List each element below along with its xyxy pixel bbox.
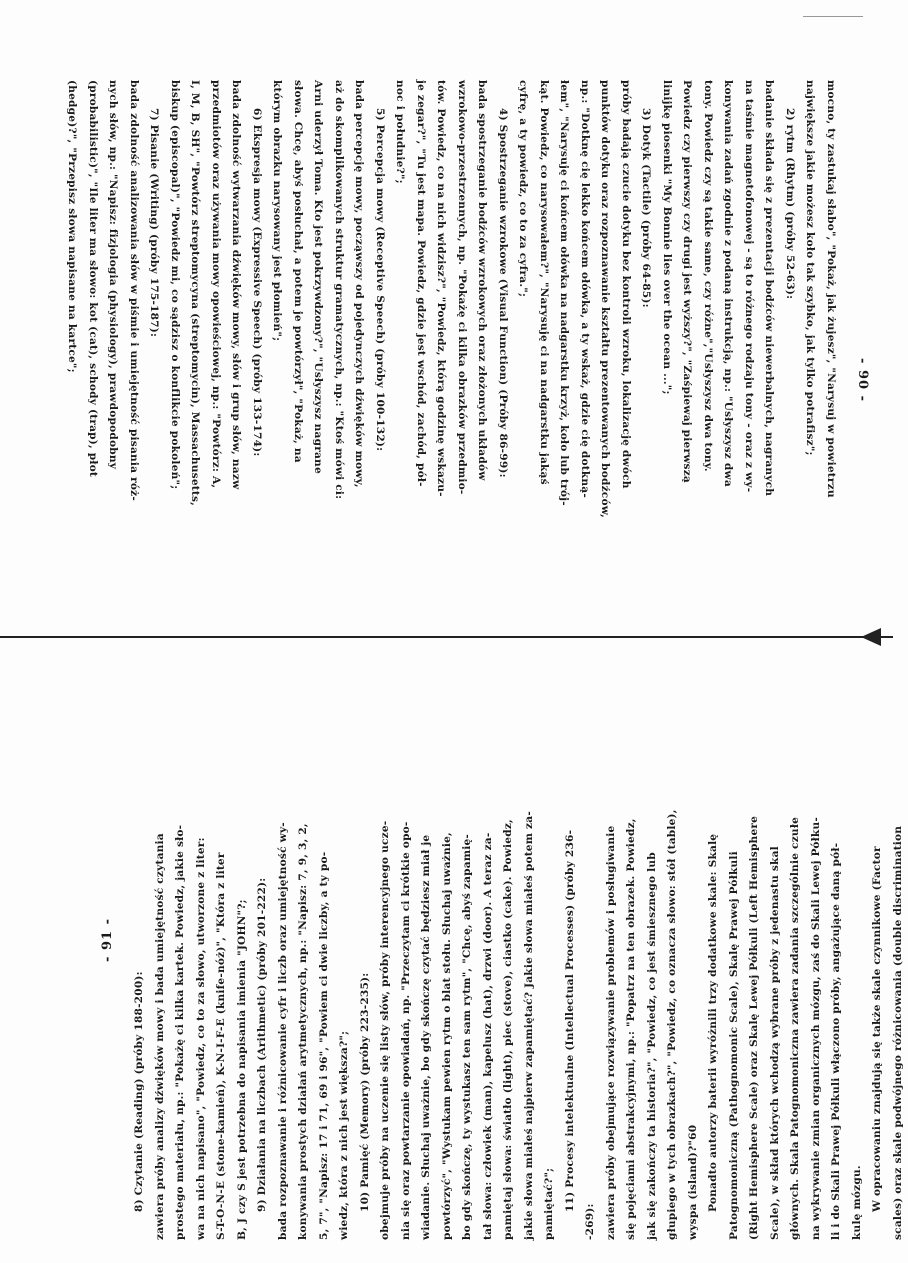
text-line: 7) Pisanie (Writing) (próby 175-187): [148, 108, 161, 338]
text-line: bada zdolność analizowania słów w piśmie i umiejętność pisania róż- [128, 80, 140, 501]
text-line: tony. Powiedz czy są takie same, czy różne","Usłyszysz dwa tony. [702, 80, 714, 472]
page-90-rotated-content [66, 80, 870, 680]
text-line: -269): [584, 1203, 596, 1240]
text-line: 6) Ekspresja mowy (Expressive Speech) (próby 133-174): [251, 108, 263, 457]
text-line: noc i południe?"; [394, 80, 407, 184]
text-line: zawiera próby obejmujące rozwiązywanie problemów i posługiwanie [604, 825, 617, 1240]
text-line: się pojęciami abstrakcyjnymi, np.: "Popatrz na ten obrazek. Powiedz, [625, 818, 637, 1240]
text-line: bada rozpoznawanie i różnicowanie cyfr i liczb oraz umiejętność wy- [276, 822, 289, 1240]
text-line: Ponadto autorzy baterii wyróżnili trzy dodatkowe skale: Skalę [707, 833, 719, 1212]
text-line: pamiętać?"; [543, 1167, 555, 1240]
text-line: wyspa (island)?"60 [686, 1124, 699, 1240]
text-line: jakie słowa miałeś najpierw zapamiętać? Jakie słowa miałeś potem za- [522, 811, 535, 1240]
text-line: 3) Dotyk (Tactile) (próby 64-85): [640, 108, 653, 308]
text-line: głównych. Skala Patognomoniczna zawiera zadania szczególnie czułe [789, 816, 801, 1240]
text-line: 4) Spostrzeganie wzrokowe (Visual Function) (Próby 86-99): [497, 108, 509, 478]
text-line: nia się oraz powtarzanie opowiadań, np. "Przeczytam ci krótkie opo- [399, 821, 412, 1240]
text-line: S-T-O-N-E (stone-kamień), K-N-I-F-E (knife-nóż)", "Która z liter [215, 852, 227, 1240]
text-line: zawiera próby analizy dźwięków mowy i bada umiejętność czytania [153, 833, 166, 1240]
text-line: bo gdy skończę, ty wystukasz ten sam rytm", "Chcę, abyś zapamię- [461, 833, 473, 1240]
text-line: konywania zadań zgodnie z podaną instrukcją, np.: "Usłyszysz dwa [722, 80, 735, 487]
text-line: wzrokowo-przestrzennych, np. "Pokażę ci kilka obrazków przedmio- [456, 80, 468, 495]
page-90 [0, 0, 893, 630]
text-line: kulę mózgu. [850, 1165, 863, 1240]
text-line: tów. Powiedz, co na nich widzisz?", "Powiedz, którą godzinę wskazu- [435, 80, 448, 497]
text-line: bada percepcję mowy, począwszy od pojedynczych dźwięków mowy, [353, 80, 366, 488]
text-line: pamiętaj słowa: światło (light), piec (stove), ciastko (cake). Powiedz, [502, 819, 514, 1240]
text-line: kąt. Powiedz, co narysowałem?", "Narysuję ci na nadgarstku jakąś [538, 80, 550, 485]
text-line: wiadanie. Słuchaj uważnie, bo gdy skończę czytać będziesz miał je [420, 834, 432, 1240]
text-line: którym obrazku narysowany jest płomień"; [271, 80, 284, 342]
text-line: jak się zakończy ta historia?", "Powiedz, co jest śmiesznego lub [645, 852, 658, 1240]
text-line: li i do Skali Prawej Półkuli włączono próby, angażujące daną pół- [830, 842, 842, 1240]
text-line: Patognomoniczną (Pathognomonic Scale), Skalę Prawej Półkuli [727, 851, 740, 1240]
page-90-text [62, 80, 841, 680]
text-line: (hedge)?", "Przepisz słowa napisane na kartce"; [66, 80, 79, 373]
text-line: 11) Procesy intelektualne (Intellectual Processes) (próby 236- [563, 829, 576, 1212]
text-line: badanie składa się z prezentacji bodźców niewerbalnych, nagranych [763, 80, 776, 497]
text-line: przedmiotów oraz używania mowy opowieściowej, np.: "Powtórz: A, [210, 80, 222, 489]
text-line: 2) rytm (Rhytm) (próby 52-63): [784, 108, 796, 300]
text-line: 9) Działania na liczbach (Arithmetic) (próby 201-222): [256, 877, 268, 1212]
text-line: na wykrywanie zmian organicznych mózgu, zaś do Skali Lewej Półku- [809, 817, 822, 1240]
page-number: - 90 - [855, 358, 870, 402]
text-line: W opracowaniu znajdują się także skale czynnikowe (Factor [871, 846, 883, 1212]
text-line: cyfrę, a ty powiedz, co to za cyfra."; [517, 80, 530, 298]
text-line: mocno, ty zastukaj słabo", "Pokaż, jak żujesz", "Narysuj w powietrzu [825, 80, 837, 498]
text-line: 5, 7", "Napisz: 17 i 71, 69 i 96", "Powiem ci dwie liczby, a ty po- [317, 851, 330, 1240]
text-line: 10) Pamięć (Memory) (próby 223-235): [358, 972, 371, 1212]
text-line: np.: "Dotknę cię lekko końcem ołówka, a ty wskaż, gdzie cię dotkną- [579, 80, 591, 498]
text-line: bada zdolność wytwarzania dźwięków mowy, słów i grup słów, nazw [230, 80, 243, 490]
text-line: słowa. Chcę, abyś posłuchał, a potem je powtórzył", "Pokaż, na [292, 80, 304, 463]
text-line: punktów dotyku oraz rozpoznawanie kształtu prezentowanych bodźców, [599, 80, 612, 519]
text-line: 8) Czytanie (Reading) (próby 188-200): [133, 971, 145, 1212]
text-line: (probabilistic)", "Ile liter ma słowo: kot (cat), schody (trap), płot [87, 80, 99, 478]
page-91-rotated-content [100, 640, 904, 1240]
text-line: je zegar?", "Tu jest mapa. Powiedz, gdzie jest wschód, zachód, pół- [415, 80, 427, 487]
text-line: Powiedz czy pierwszy czy drugi jest wyższy?", "Zaśpiewaj pierwszą [681, 80, 694, 483]
text-line: 5) Percepcja mowy (Receptive Speech) (próby 100-132): [374, 108, 386, 452]
page-number: - 91 - [100, 918, 115, 962]
text-line: wa na nich napisano", "Powiedz, co to za słowo, utworzone z liter: [194, 837, 207, 1240]
text-line: I, M, B, SH", "Powtórz streptomycyna (streptomycin), Massachusetts, [189, 80, 202, 506]
text-line: prostego materiału, np.: "Pokażę ci kilka kartek. Powiedz, jakie sło- [174, 824, 186, 1240]
text-line: (Right Hemisphere Scale) oraz Skalę Lewej Półkuli (Left Hemisphere [748, 815, 760, 1240]
text-line: Arni uderzył Toma. Kto jest pokrzywdzony?", "Usłyszysz nagrane [312, 80, 325, 474]
text-line: linijkę piosenki "My Bonnie lies over the ocean ..."; [661, 80, 673, 395]
text-line: aż do skomplikowanych struktur gramatycznych, np.: "Ktoś mówi ci: [333, 80, 345, 500]
page-91 [0, 640, 904, 1263]
text-line: biskup (episcopal)", "Powiedz mi, co sądzisz o konflikcie pokoleń"; [169, 80, 181, 490]
text-line: B, J czy S jest potrzebna do napisania imienia "JOHN"?; [235, 899, 248, 1240]
text-line: próby badają czucie dotyku bez kontroli wzroku, lokalizację dwóch [620, 80, 632, 489]
text-line: tał słowa: człowiek (man), kapelusz (hat), drzwi (door). A teraz za- [481, 832, 494, 1240]
text-line: wiedz, która z nich jest większa?"; [338, 1030, 350, 1240]
text-line: scales) oraz skale podwójnego różnicowania (double discrimination [891, 825, 904, 1240]
text-line: Scale), w skład których wchodzą wybrane próby z jedenastu skal [768, 846, 781, 1240]
text-line: na taśmie magnetofonowej - są to różnego rodzaju tony - oraz z wy- [743, 80, 755, 493]
text-line: głupiego w tych obrazkach?", "Powiedz, co oznacza słowo: stół (table), [666, 809, 678, 1240]
text-line: konywania prostych działań arytmetycznych, np.: "Napisz: 7, 9, 3, 2, [297, 823, 309, 1240]
text-line: łem", "Narysuję ci końcem ołówka na nadgarstku krzyż, koło lub trój- [558, 80, 571, 506]
page-fold-line [0, 636, 893, 638]
text-line: powtórzyć", "Wystukam pewien rytm o blat stołu. Słuchaj uważnie, [440, 832, 453, 1240]
text-line: największe jakie możesz koło tak szybko, jak tylko potrafisz"; [804, 80, 817, 456]
text-line: bada spostrzeganie bodźców wzrokowych oraz złożonych układów [476, 80, 489, 481]
text-line: obejmuje próby na uczenie się listy słów, próby interencyjnego ucze- [379, 820, 391, 1240]
text-line: nych słów, np.: "Napisz: fizjologia (physiology), prawdopodobny [107, 80, 120, 470]
page-91-text [129, 640, 908, 1240]
